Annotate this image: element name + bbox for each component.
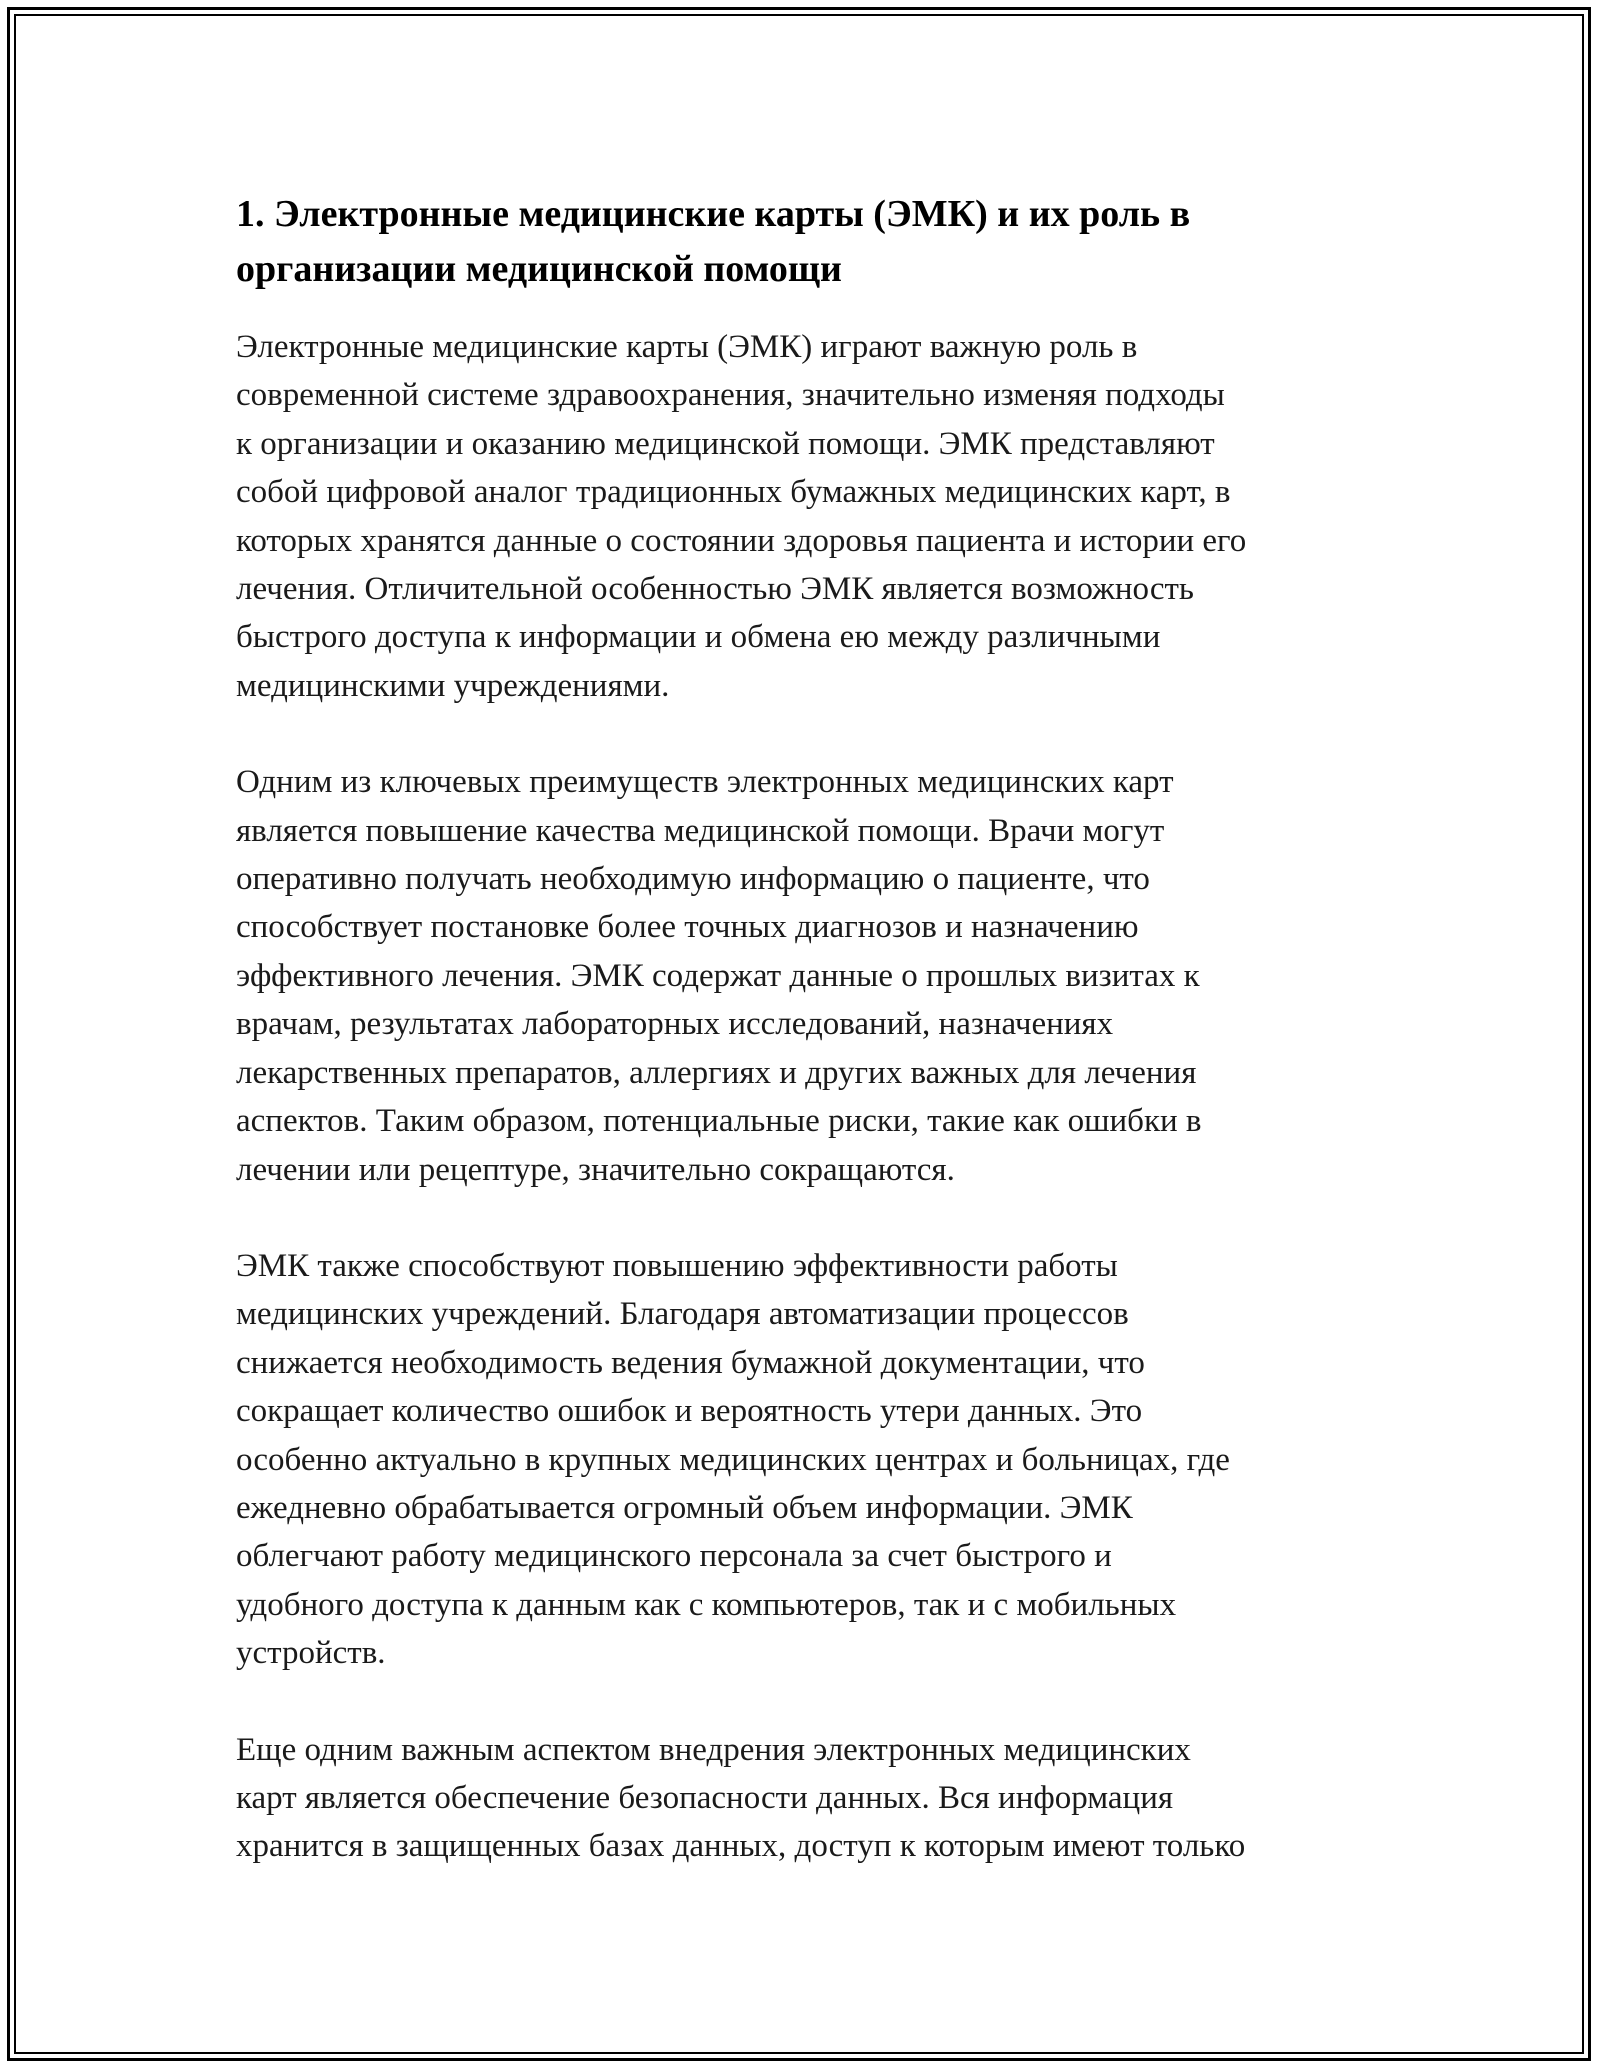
paragraph-intro — [236, 323, 1386, 710]
text-line: снижается необходимость ведения бумажной документации, что — [236, 1344, 1145, 1381]
text-line: к организации и оказанию медицинской помощи. ЭМК представляют — [236, 425, 1215, 462]
text-line: устройств. — [236, 1635, 386, 1672]
section-heading — [236, 187, 1386, 297]
text-line: медицинскими учреждениями. — [236, 667, 670, 704]
text-line: карт является обеспечение безопасности данных. Вся информация — [236, 1779, 1174, 1816]
heading-line: 1. Электронные медицинские карты (ЭМК) и их роль в — [236, 193, 1191, 235]
text-line: лекарственных препаратов, аллергиях и других важных для лечения — [236, 1054, 1197, 1091]
text-line: Одним из ключевых преимуществ электронных медицинских карт — [236, 764, 1174, 801]
text-line: способствует постановке более точных диагнозов и назначению — [236, 909, 1139, 946]
text-line: облегчают работу медицинского персонала за счет быстрого и — [236, 1538, 1112, 1575]
text-line: ежедневно обрабатывается огромный объем информации. ЭМК — [236, 1489, 1133, 1526]
heading-line: организации медицинской помощи — [236, 248, 842, 290]
text-line: быстрого доступа к информации и обмена ею между различными — [236, 619, 1161, 656]
text-line: лечения. Отличительной особенностью ЭМК является возможность — [236, 571, 1194, 608]
text-line: медицинских учреждений. Благодаря автоматизации процессов — [236, 1296, 1129, 1333]
text-line: собой цифровой аналог традиционных бумажных медицинских карт, в — [236, 474, 1231, 511]
text-line: эффективного лечения. ЭМК содержат данные о прошлых визитах к — [236, 957, 1200, 994]
text-line: аспектов. Таким образом, потенциальные риски, такие как ошибки в — [236, 1103, 1202, 1140]
document-body — [236, 187, 1386, 1871]
text-line: Еще одним важным аспектом внедрения электронных медицинских — [236, 1731, 1191, 1768]
text-line: лечении или рецептуре, значительно сокращаются. — [236, 1151, 955, 1188]
paragraph-security — [236, 1726, 1386, 1871]
paragraph-efficiency — [236, 1242, 1386, 1678]
text-line: ЭМК также способствуют повышению эффективности работы — [236, 1247, 1118, 1284]
text-line: хранится в защищенных базах данных, доступ к которым имеют только — [236, 1828, 1246, 1865]
text-line: Электронные медицинские карты (ЭМК) играют важную роль в — [236, 329, 1138, 365]
text-line: удобного доступа к данным как с компьютеров, так и с мобильных — [236, 1586, 1177, 1623]
text-line: оперативно получать необходимую информацию о пациенте, что — [236, 861, 1150, 898]
text-line: современной системе здравоохранения, значительно изменяя подходы — [236, 377, 1225, 414]
text-line: является повышение качества медицинской помощи. Врачи могут — [236, 812, 1165, 849]
text-line: врачам, результатах лабораторных исследований, назначениях — [236, 1006, 1114, 1043]
text-line: особенно актуально в крупных медицинских центрах и больницах, где — [236, 1441, 1230, 1478]
paragraph-quality — [236, 758, 1386, 1194]
text-line: сокращает количество ошибок и вероятность утери данных. Это — [236, 1393, 1143, 1430]
text-line: которых хранятся данные о состоянии здоровья пациента и истории его — [236, 522, 1247, 559]
